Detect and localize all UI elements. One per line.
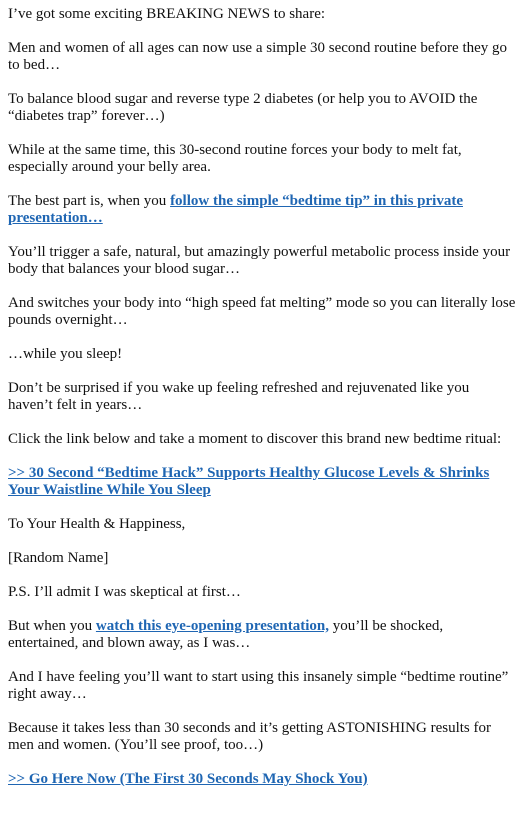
signoff: To Your Health & Happiness, (8, 516, 186, 532)
sender-name: [Random Name] (8, 550, 109, 566)
paragraph-click-below: Click the link below and take a moment to discover this brand new bedtime ritual: (8, 431, 502, 447)
paragraph-breaking-news: I’ve got some exciting BREAKING NEWS to share: (8, 6, 326, 22)
bedtime-hack-link[interactable]: >> 30 Second “Bedtime Hack” Supports Healthy Glucose Levels & Shrinks Your Waistline While You Sleep (8, 465, 490, 498)
paragraph-fat-melting: And switches your body into “high speed fat melting” mode so you can literally lose pounds overnight… (8, 295, 516, 328)
paragraph-final-link (8, 771, 516, 788)
paragraph-watch (8, 618, 516, 652)
presentation-link[interactable]: follow the simple “bedtime tip” in this private presentation… (8, 193, 463, 226)
paragraph-insanely-simple: And I have feeling you’ll want to start using this insanely simple “bedtime routine” right away… (8, 669, 509, 702)
paragraph-melt-fat: While at the same time, this 30-second routine forces your body to melt fat, especially around your belly area. (8, 142, 462, 175)
go-here-now-link[interactable]: >> Go Here Now (The First 30 Seconds May Shock You) (8, 771, 368, 787)
paragraph-while-sleep: …while you sleep! (8, 346, 123, 362)
paragraph-best-part-text: The best part is, when you (8, 193, 171, 209)
paragraph-watch-before: But when you (8, 618, 96, 634)
paragraph-watch-after: you’ll be shocked, entertained, and blown away, as I was… (8, 618, 444, 651)
postscript: P.S. I’ll admit I was skeptical at first… (8, 584, 241, 600)
paragraph-main-link (8, 465, 516, 499)
paragraph-routine: Men and women of all ages can now use a simple 30 second routine before they go to bed… (8, 40, 508, 73)
paragraph-refreshed: Don’t be surprised if you wake up feeling refreshed and rejuvenated like you haven’t felt in years… (8, 380, 470, 413)
watch-presentation-link[interactable]: watch this eye-opening presentation, (95, 618, 329, 634)
paragraph-best-part (8, 193, 516, 227)
paragraph-astonishing: Because it takes less than 30 seconds and it’s getting ASTONISHING results for men and women. (You’ll see proof, too…) (8, 720, 491, 753)
paragraph-metabolic: You’ll trigger a safe, natural, but amazingly powerful metabolic process inside your body that balances your blood sugar… (8, 244, 511, 277)
paragraph-blood-sugar: To balance blood sugar and reverse type 2 diabetes (or help you to AVOID the “diabetes trap” forever…) (8, 91, 478, 124)
